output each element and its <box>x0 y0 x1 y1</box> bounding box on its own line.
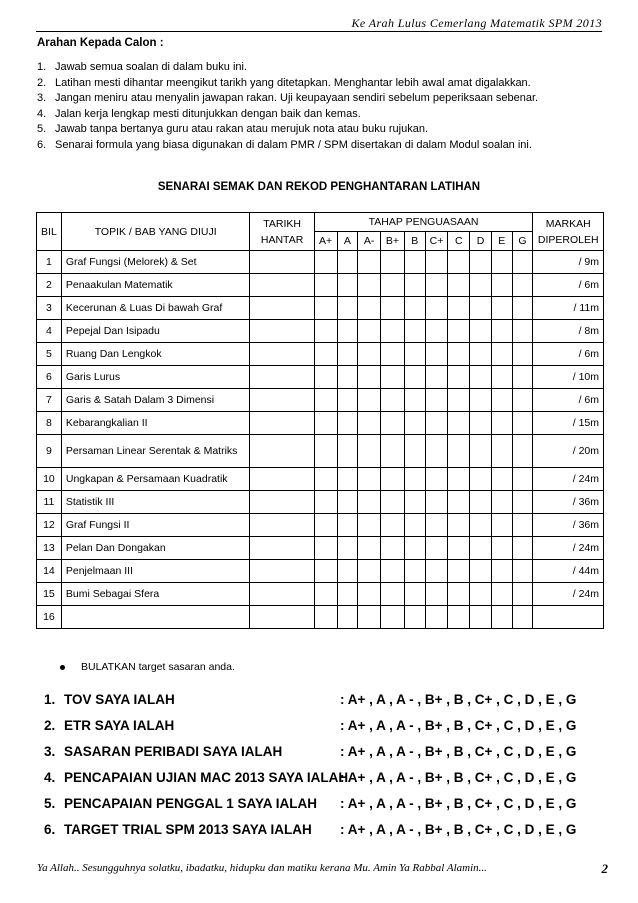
grade-cell[interactable] <box>404 537 425 560</box>
grade-cell[interactable] <box>381 491 405 514</box>
grade-cell[interactable] <box>337 537 358 560</box>
row-topic: Garis & Satah Dalam 3 Dimensi <box>61 389 250 412</box>
row-mark: / 9m <box>533 251 604 274</box>
target-label: PENCAPAIAN UJIAN MAC 2013 SAYA IALAH <box>64 769 349 785</box>
table-row <box>37 514 604 537</box>
row-topic: Penjelmaan III <box>61 560 250 583</box>
grade-cell[interactable] <box>470 560 492 583</box>
grade-cell[interactable] <box>381 297 405 320</box>
target-number: 4. <box>44 769 56 785</box>
row-topic: Ungkapan & Persamaan Kuadratik <box>61 468 250 491</box>
grade-cell[interactable] <box>337 583 358 606</box>
grade-cell[interactable] <box>491 366 512 389</box>
grade-cell[interactable] <box>448 320 470 343</box>
row-number: 15 <box>37 583 62 606</box>
grade-cell[interactable] <box>470 468 492 491</box>
grade-header-cell: C <box>448 232 470 251</box>
grade-cell[interactable] <box>358 343 381 366</box>
grade-cell[interactable] <box>337 251 358 274</box>
grade-cell[interactable] <box>314 606 337 629</box>
submission-date-cell[interactable] <box>250 537 314 560</box>
grade-cell[interactable] <box>425 435 448 468</box>
instruction-item: 6. Senarai formula yang biasa digunakan di dalam PMR / SPM disertakan di dalam Modul soalan ini. <box>37 138 532 151</box>
grade-cell[interactable] <box>470 343 492 366</box>
grade-cell[interactable] <box>448 366 470 389</box>
row-topic: Persaman Linear Serentak & Matriks <box>61 435 250 468</box>
section-title: SENARAI SEMAK DAN REKOD PENGHANTARAN LATIHAN <box>157 181 481 193</box>
grade-header-cell: B+ <box>381 232 405 251</box>
grade-cell[interactable] <box>404 606 425 629</box>
target-number: 6. <box>44 821 56 837</box>
row-mark: / 8m <box>533 320 604 343</box>
target-grade-options[interactable]: : A+ , A , A - , B+ , B , C+ , C , D , E , G <box>340 717 577 733</box>
grade-cell[interactable] <box>337 491 358 514</box>
row-mark: / 44m <box>533 560 604 583</box>
target-label: TARGET TRIAL SPM 2013 SAYA IALAH <box>64 821 312 837</box>
grade-cell[interactable] <box>425 251 448 274</box>
submission-date-cell[interactable] <box>250 389 314 412</box>
instructions-list <box>37 60 538 153</box>
table-body <box>37 251 604 629</box>
grade-header-cell: G <box>512 232 533 251</box>
table-row <box>37 274 604 297</box>
header-tahap-penguasaan: TAHAP PENGUASAAN <box>314 213 533 232</box>
grade-cell[interactable] <box>448 343 470 366</box>
row-number: 4 <box>37 320 62 343</box>
target-item <box>44 790 604 816</box>
grade-cell[interactable] <box>381 251 405 274</box>
grade-cell[interactable] <box>491 251 512 274</box>
grade-cell[interactable] <box>491 560 512 583</box>
submission-date-cell[interactable] <box>250 606 314 629</box>
grade-cell[interactable] <box>512 274 533 297</box>
row-topic <box>61 606 250 629</box>
grade-cell[interactable] <box>512 468 533 491</box>
grade-cell[interactable] <box>512 537 533 560</box>
target-grade-options[interactable]: : A+ , A , A - , B+ , B , C+ , C , D , E , G <box>340 769 577 785</box>
row-topic: Statistik III <box>61 491 250 514</box>
grade-cell[interactable] <box>358 491 381 514</box>
grade-cell[interactable] <box>470 251 492 274</box>
grade-cell[interactable] <box>470 412 492 435</box>
grade-cell[interactable] <box>491 297 512 320</box>
row-number: 1 <box>37 251 62 274</box>
grade-cell[interactable] <box>491 583 512 606</box>
bullet-instruction: BULATKAN target sasaran anda. <box>60 661 235 673</box>
header-markah-diperoleh: MARKAH DIPEROLEH <box>533 213 604 251</box>
grade-cell[interactable] <box>314 468 337 491</box>
grade-cell[interactable] <box>314 537 337 560</box>
grade-cell[interactable] <box>491 537 512 560</box>
grade-cell[interactable] <box>512 343 533 366</box>
row-number: 5 <box>37 343 62 366</box>
grade-cell[interactable] <box>404 366 425 389</box>
row-mark: / 11m <box>533 297 604 320</box>
row-mark: / 6m <box>533 274 604 297</box>
grade-cell[interactable] <box>337 514 358 537</box>
grade-cell[interactable] <box>404 491 425 514</box>
grade-cell[interactable] <box>404 514 425 537</box>
grade-cell[interactable] <box>314 560 337 583</box>
row-number: 10 <box>37 468 62 491</box>
grade-cell[interactable] <box>448 468 470 491</box>
grade-cell[interactable] <box>491 320 512 343</box>
table-row <box>37 366 604 389</box>
grade-cell[interactable] <box>314 274 337 297</box>
target-number: 3. <box>44 743 56 759</box>
grade-cell[interactable] <box>425 366 448 389</box>
grade-cell[interactable] <box>425 606 448 629</box>
grade-cell[interactable] <box>337 389 358 412</box>
row-topic: Pelan Dan Dongakan <box>61 537 250 560</box>
submission-date-cell[interactable] <box>250 343 314 366</box>
target-item <box>44 738 604 764</box>
grade-cell[interactable] <box>337 560 358 583</box>
grade-cell[interactable] <box>448 514 470 537</box>
grade-cell[interactable] <box>491 389 512 412</box>
target-label: SASARAN PERIBADI SAYA IALAH <box>64 743 283 759</box>
row-number: 16 <box>37 606 62 629</box>
grade-cell[interactable] <box>448 435 470 468</box>
grade-cell[interactable] <box>358 297 381 320</box>
table-row <box>37 412 604 435</box>
target-item <box>44 712 604 738</box>
row-mark: / 24m <box>533 583 604 606</box>
table-row <box>37 343 604 366</box>
header-topic: TOPIK / BAB YANG DIUJI <box>61 213 250 251</box>
grade-cell[interactable] <box>491 491 512 514</box>
grade-cell[interactable] <box>425 583 448 606</box>
target-item <box>44 686 604 712</box>
row-mark: / 10m <box>533 366 604 389</box>
target-item <box>44 816 604 842</box>
row-topic: Graf Fungsi II <box>61 514 250 537</box>
grade-cell[interactable] <box>314 412 337 435</box>
grade-cell[interactable] <box>358 366 381 389</box>
grade-cell[interactable] <box>448 274 470 297</box>
grade-cell[interactable] <box>470 389 492 412</box>
target-grade-options[interactable]: : A+ , A , A - , B+ , B , C+ , C , D , E , G <box>340 691 577 707</box>
grade-cell[interactable] <box>404 583 425 606</box>
submission-date-cell[interactable] <box>250 560 314 583</box>
target-label: ETR SAYA IALAH <box>64 717 175 733</box>
row-mark: / 6m <box>533 389 604 412</box>
target-item <box>44 764 604 790</box>
grade-cell[interactable] <box>404 297 425 320</box>
grade-cell[interactable] <box>491 274 512 297</box>
submission-date-cell[interactable] <box>250 412 314 435</box>
footer-text: Ya Allah.. Sesungguhnya solatku, ibadatku, hidupku dan matiku kerana Mu. Amin Ya Rabbal Alamin... <box>37 862 487 874</box>
table-row <box>37 297 604 320</box>
grade-cell[interactable] <box>512 320 533 343</box>
grade-cell[interactable] <box>491 514 512 537</box>
grade-cell[interactable] <box>358 537 381 560</box>
grade-cell[interactable] <box>470 491 492 514</box>
grade-cell[interactable] <box>337 366 358 389</box>
grade-cell[interactable] <box>448 251 470 274</box>
table-row <box>37 560 604 583</box>
grade-cell[interactable] <box>470 274 492 297</box>
row-number: 6 <box>37 366 62 389</box>
grade-cell[interactable] <box>381 274 405 297</box>
page-header-title: Ke Arah Lulus Cemerlang Matematik SPM 2013 <box>351 16 602 30</box>
grade-cell[interactable] <box>425 468 448 491</box>
table-row <box>37 583 604 606</box>
grade-cell[interactable] <box>448 606 470 629</box>
row-topic: Pepejal Dan Isipadu <box>61 320 250 343</box>
submission-date-cell[interactable] <box>250 583 314 606</box>
grade-header-cell: A+ <box>314 232 337 251</box>
table-row <box>37 537 604 560</box>
grade-cell[interactable] <box>512 583 533 606</box>
grade-cell[interactable] <box>381 537 405 560</box>
grade-cell[interactable] <box>404 389 425 412</box>
grade-cell[interactable] <box>448 412 470 435</box>
grade-cell[interactable] <box>425 537 448 560</box>
row-number: 7 <box>37 389 62 412</box>
grade-cell[interactable] <box>425 389 448 412</box>
grade-cell[interactable] <box>358 320 381 343</box>
grade-cell[interactable] <box>381 320 405 343</box>
grade-cell[interactable] <box>358 412 381 435</box>
grade-cell[interactable] <box>448 537 470 560</box>
submission-record-table <box>36 212 604 629</box>
grade-cell[interactable] <box>358 514 381 537</box>
grade-cell[interactable] <box>470 366 492 389</box>
grade-cell[interactable] <box>425 491 448 514</box>
grade-cell[interactable] <box>512 560 533 583</box>
grade-cell[interactable] <box>425 412 448 435</box>
row-number: 8 <box>37 412 62 435</box>
target-label: PENCAPAIAN PENGGAL 1 SAYA IALAH <box>64 795 318 811</box>
grade-cell[interactable] <box>358 468 381 491</box>
row-number: 14 <box>37 560 62 583</box>
row-number: 13 <box>37 537 62 560</box>
header-rule <box>36 31 602 32</box>
grade-cell[interactable] <box>512 389 533 412</box>
row-mark: / 20m <box>533 435 604 468</box>
grade-cell[interactable] <box>470 514 492 537</box>
grade-cell[interactable] <box>470 537 492 560</box>
row-topic: Garis Lurus <box>61 366 250 389</box>
grade-cell[interactable] <box>512 412 533 435</box>
bullet-dot <box>60 665 65 670</box>
grade-cell[interactable] <box>512 606 533 629</box>
target-grade-options[interactable]: : A+ , A , A - , B+ , B , C+ , C , D , E , G <box>340 795 577 811</box>
grade-cell[interactable] <box>358 389 381 412</box>
instruction-item: 1. Jawab semua soalan di dalam buku ini. <box>37 61 248 73</box>
row-mark: / 24m <box>533 468 604 491</box>
grade-cell[interactable] <box>491 435 512 468</box>
grade-cell[interactable] <box>404 320 425 343</box>
row-number: 11 <box>37 491 62 514</box>
row-number: 12 <box>37 514 62 537</box>
grade-cell[interactable] <box>404 468 425 491</box>
grade-cell[interactable] <box>491 606 512 629</box>
row-number: 2 <box>37 274 62 297</box>
instruction-item: 3. Jangan meniru atau menyalin jawapan rakan. Uji keupayaan sendiri sebelum peperiksaan sebenar. <box>37 92 539 104</box>
grade-cell[interactable] <box>512 491 533 514</box>
grade-cell[interactable] <box>337 606 358 629</box>
grade-cell[interactable] <box>470 435 492 468</box>
grade-cell[interactable] <box>448 297 470 320</box>
grade-cell[interactable] <box>337 297 358 320</box>
grade-cell[interactable] <box>314 320 337 343</box>
row-mark: / 24m <box>533 537 604 560</box>
grade-cell[interactable] <box>491 468 512 491</box>
row-topic: Graf Fungsi (Melorek) & Set <box>61 251 250 274</box>
submission-date-cell[interactable] <box>250 366 314 389</box>
grade-header-cell: D <box>470 232 492 251</box>
grade-cell[interactable] <box>470 583 492 606</box>
grade-cell[interactable] <box>358 583 381 606</box>
grade-cell[interactable] <box>381 514 405 537</box>
grade-header-cell: A- <box>358 232 381 251</box>
grade-cell[interactable] <box>512 514 533 537</box>
grade-cell[interactable] <box>314 491 337 514</box>
grade-header-cell: B <box>404 232 425 251</box>
grade-cell[interactable] <box>337 412 358 435</box>
grade-cell[interactable] <box>314 297 337 320</box>
table-row <box>37 389 604 412</box>
grade-cell[interactable] <box>491 412 512 435</box>
target-number: 1. <box>44 691 56 707</box>
grade-cell[interactable] <box>404 560 425 583</box>
row-mark: / 15m <box>533 412 604 435</box>
grade-cell[interactable] <box>425 320 448 343</box>
submission-date-cell[interactable] <box>250 435 314 468</box>
row-topic: Penaakulan Matematik <box>61 274 250 297</box>
grade-cell[interactable] <box>381 468 405 491</box>
row-topic: Bumi Sebagai Sfera <box>61 583 250 606</box>
submission-date-cell[interactable] <box>250 491 314 514</box>
instruction-item: 2. Latihan mesti dihantar meengikut tarikh yang ditetapkan. Menghantar lebih awal amat digalakkan. <box>37 76 531 89</box>
grade-cell[interactable] <box>448 560 470 583</box>
grade-cell[interactable] <box>512 251 533 274</box>
target-grade-options[interactable]: : A+ , A , A - , B+ , B , C+ , C , D , E , G <box>340 743 577 759</box>
row-mark: / 36m <box>533 514 604 537</box>
grade-cell[interactable] <box>381 366 405 389</box>
grade-header-cell: E <box>491 232 512 251</box>
header-bil: BIL <box>37 213 62 251</box>
row-number: 9 <box>37 435 62 468</box>
grade-cell[interactable] <box>314 583 337 606</box>
instructions-title: Arahan Kepada Calon : <box>37 37 164 49</box>
grade-cell[interactable] <box>470 606 492 629</box>
grade-cell[interactable] <box>425 560 448 583</box>
grade-cell[interactable] <box>337 468 358 491</box>
submission-date-cell[interactable] <box>250 320 314 343</box>
grade-cell[interactable] <box>337 435 358 468</box>
grade-cell[interactable] <box>491 343 512 366</box>
grade-header-cell: A <box>337 232 358 251</box>
header-tarikh-hantar: TARIKH HANTAR <box>250 213 314 251</box>
target-grade-options[interactable]: : A+ , A , A - , B+ , B , C+ , C , D , E , G <box>340 821 577 837</box>
grade-cell[interactable] <box>425 297 448 320</box>
grade-cell[interactable] <box>337 343 358 366</box>
grade-cell[interactable] <box>448 491 470 514</box>
row-topic: Ruang Dan Lengkok <box>61 343 250 366</box>
target-list <box>44 686 604 842</box>
grade-cell[interactable] <box>381 606 405 629</box>
grade-header-cell: C+ <box>425 232 448 251</box>
grade-cell[interactable] <box>358 274 381 297</box>
grade-cell[interactable] <box>337 274 358 297</box>
page-number: 2 <box>601 861 608 876</box>
grade-cell[interactable] <box>314 435 337 468</box>
instruction-item: 4. Jalan kerja lengkap mesti ditunjukkan dengan baik dan kemas. <box>37 107 361 120</box>
target-number: 5. <box>44 795 56 811</box>
grade-cell[interactable] <box>512 435 533 468</box>
grade-cell[interactable] <box>470 297 492 320</box>
table-row <box>37 468 604 491</box>
grade-cell[interactable] <box>358 606 381 629</box>
table-row <box>37 491 604 514</box>
grade-cell[interactable] <box>358 435 381 468</box>
grade-cell[interactable] <box>314 366 337 389</box>
grade-cell[interactable] <box>448 389 470 412</box>
row-mark <box>533 606 604 629</box>
target-label: TOV SAYA IALAH <box>64 691 175 707</box>
submission-date-cell[interactable] <box>250 514 314 537</box>
grade-cell[interactable] <box>337 320 358 343</box>
submission-date-cell[interactable] <box>250 274 314 297</box>
grade-cell[interactable] <box>404 251 425 274</box>
submission-date-cell[interactable] <box>250 297 314 320</box>
table-row <box>37 320 604 343</box>
grade-cell[interactable] <box>425 274 448 297</box>
submission-date-cell[interactable] <box>250 251 314 274</box>
grade-cell[interactable] <box>381 389 405 412</box>
table-row <box>37 435 604 468</box>
row-number: 3 <box>37 297 62 320</box>
grade-cell[interactable] <box>314 514 337 537</box>
grade-cell[interactable] <box>381 435 405 468</box>
grade-cell[interactable] <box>381 583 405 606</box>
grade-cell[interactable] <box>512 366 533 389</box>
grade-cell[interactable] <box>358 560 381 583</box>
row-topic: Kebarangkalian II <box>61 412 250 435</box>
grade-cell[interactable] <box>314 389 337 412</box>
row-topic: Kecerunan & Luas Di bawah Graf <box>61 297 250 320</box>
grade-cell[interactable] <box>425 514 448 537</box>
grade-cell[interactable] <box>314 251 337 274</box>
grade-cell[interactable] <box>404 435 425 468</box>
table-row <box>37 251 604 274</box>
grade-cell[interactable] <box>404 343 425 366</box>
grade-cell[interactable] <box>448 583 470 606</box>
grade-cell[interactable] <box>425 343 448 366</box>
grade-cell[interactable] <box>404 412 425 435</box>
grade-cell[interactable] <box>470 320 492 343</box>
grade-cell[interactable] <box>358 251 381 274</box>
submission-date-cell[interactable] <box>250 468 314 491</box>
target-number: 2. <box>44 717 56 733</box>
row-mark: / 6m <box>533 343 604 366</box>
grade-cell[interactable] <box>381 412 405 435</box>
table-row <box>37 606 604 629</box>
grade-cell[interactable] <box>512 297 533 320</box>
grade-cell[interactable] <box>404 274 425 297</box>
row-mark: / 36m <box>533 491 604 514</box>
instruction-item: 5. Jawab tanpa bertanya guru atau rakan atau merujuk nota atau buku rujukan. <box>37 123 429 135</box>
grade-cell[interactable] <box>314 343 337 366</box>
grade-cell[interactable] <box>381 343 405 366</box>
grade-cell[interactable] <box>381 560 405 583</box>
